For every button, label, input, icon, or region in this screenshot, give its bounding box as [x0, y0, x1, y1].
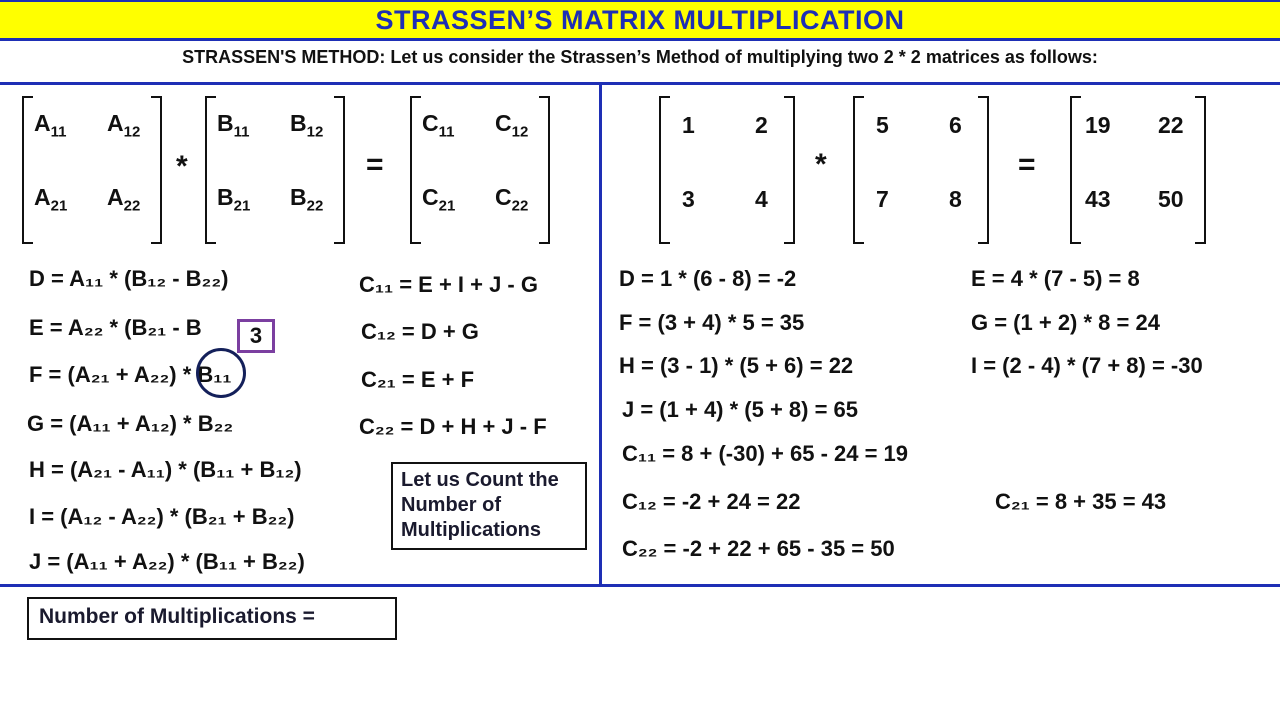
matrix-a	[22, 96, 162, 242]
numeric-matrix-b	[853, 96, 989, 242]
numeric-b-12: 6	[949, 112, 962, 138]
matrix-a-cell-12: $A_{12}$	[107, 110, 141, 141]
formula-g: G = (A₁₁ + A₁₂) * B₂₂	[27, 411, 234, 436]
numeric-multiply-symbol: *	[815, 148, 827, 181]
formula-c22: C₂₂ = D + H + J - F	[359, 414, 547, 439]
page-title: STRASSEN’S MATRIX MULTIPLICATION	[375, 4, 905, 35]
numeric-matrix-c	[1070, 96, 1206, 242]
matrix-c-cell-21: $C_{21}$	[422, 184, 456, 215]
computed-i: I = (2 - 4) * (7 + 8) = -30	[971, 353, 1203, 378]
matrix-b-cell-21: $B_{21}$	[217, 184, 251, 215]
numeric-b-11: 5	[876, 112, 889, 138]
matrix-b-cell-22: $B_{22}$	[290, 184, 324, 215]
computed-c22: C₂₂ = -2 + 22 + 65 - 35 = 50	[622, 536, 895, 561]
matrix-a-cell-21: $A_{21}$	[34, 184, 68, 215]
numeric-a-21: 3	[682, 186, 695, 212]
numeric-matrix-a	[659, 96, 795, 242]
formula-i: I = (A₁₂ - A₂₂) * (B₂₁ + B₂₂)	[29, 504, 295, 529]
computed-g: G = (1 + 2) * 8 = 24	[971, 310, 1160, 335]
matrix-b	[205, 96, 345, 242]
title-bar	[0, 0, 1280, 41]
equals-symbol: =	[366, 148, 384, 181]
matrix-c-cell-11: $C_{11}$	[422, 110, 455, 141]
middle-divider	[599, 82, 602, 584]
cursor-circle	[196, 348, 246, 398]
numeric-equals-symbol: =	[1018, 148, 1036, 181]
numeric-a-22: 4	[755, 186, 768, 212]
count-note-box: Let us Count the Number of Multiplications	[391, 462, 587, 550]
formula-f: F = (A₂₁ + A₂₂) * B₁₁	[29, 362, 232, 387]
matrix-a-cell-22: $A_{22}$	[107, 184, 141, 215]
computed-h: H = (3 - 1) * (5 + 6) = 22	[619, 353, 854, 378]
formula-e: E = A₂₂ * (B₂₁ - B	[29, 315, 202, 340]
formula-c21: C₂₁ = E + F	[361, 367, 475, 392]
computed-f: F = (3 + 4) * 5 = 35	[619, 310, 805, 335]
formula-h: H = (A₂₁ - A₁₁) * (B₁₁ + B₁₂)	[29, 457, 302, 482]
multiply-symbol: *	[176, 150, 188, 183]
computed-c12: C₁₂ = -2 + 24 = 22	[622, 489, 801, 514]
numeric-a-11: 1	[682, 112, 695, 138]
count-badge: 3	[237, 319, 275, 353]
matrix-a-cell-11: $A_{11}$	[34, 110, 67, 141]
matrix-b-cell-12: $B_{12}$	[290, 110, 324, 141]
subtitle: STRASSEN'S METHOD: Let us consider the Strassen’s Method of multiplying two 2 * 2 matrices as follows:	[182, 47, 1098, 67]
numeric-c-21: 43	[1085, 186, 1111, 212]
numeric-b-22: 8	[949, 186, 962, 212]
computed-d: D = 1 * (6 - 8) = -2	[619, 266, 797, 291]
bottom-rule	[0, 584, 1280, 587]
numeric-c-11: 19	[1085, 112, 1111, 138]
matrix-b-cell-11: $B_{11}$	[217, 110, 250, 141]
numeric-a-12: 2	[755, 112, 768, 138]
numeric-c-22: 50	[1158, 186, 1184, 212]
computed-e: E = 4 * (7 - 5) = 8	[971, 266, 1140, 291]
matrix-c	[410, 96, 550, 242]
formula-d: D = A₁₁ * (B₁₂ - B₂₂)	[29, 266, 229, 291]
top-rule	[0, 82, 1280, 85]
formula-c11: C₁₁ = E + I + J - G	[359, 272, 538, 297]
matrix-c-cell-12: $C_{12}$	[495, 110, 529, 141]
numeric-b-21: 7	[876, 186, 889, 212]
numeric-c-12: 22	[1158, 112, 1184, 138]
formula-j: J = (A₁₁ + A₂₂) * (B₁₁ + B₂₂)	[29, 549, 305, 574]
formula-c12: C₁₂ = D + G	[361, 319, 479, 344]
matrix-c-cell-22: $C_{22}$	[495, 184, 529, 215]
computed-j: J = (1 + 4) * (5 + 8) = 65	[622, 397, 859, 422]
computed-c11: C₁₁ = 8 + (-30) + 65 - 24 = 19	[622, 441, 909, 466]
computed-c21: C₂₁ = 8 + 35 = 43	[995, 489, 1167, 514]
multiplications-count-box: Number of Multiplications =	[27, 597, 397, 640]
